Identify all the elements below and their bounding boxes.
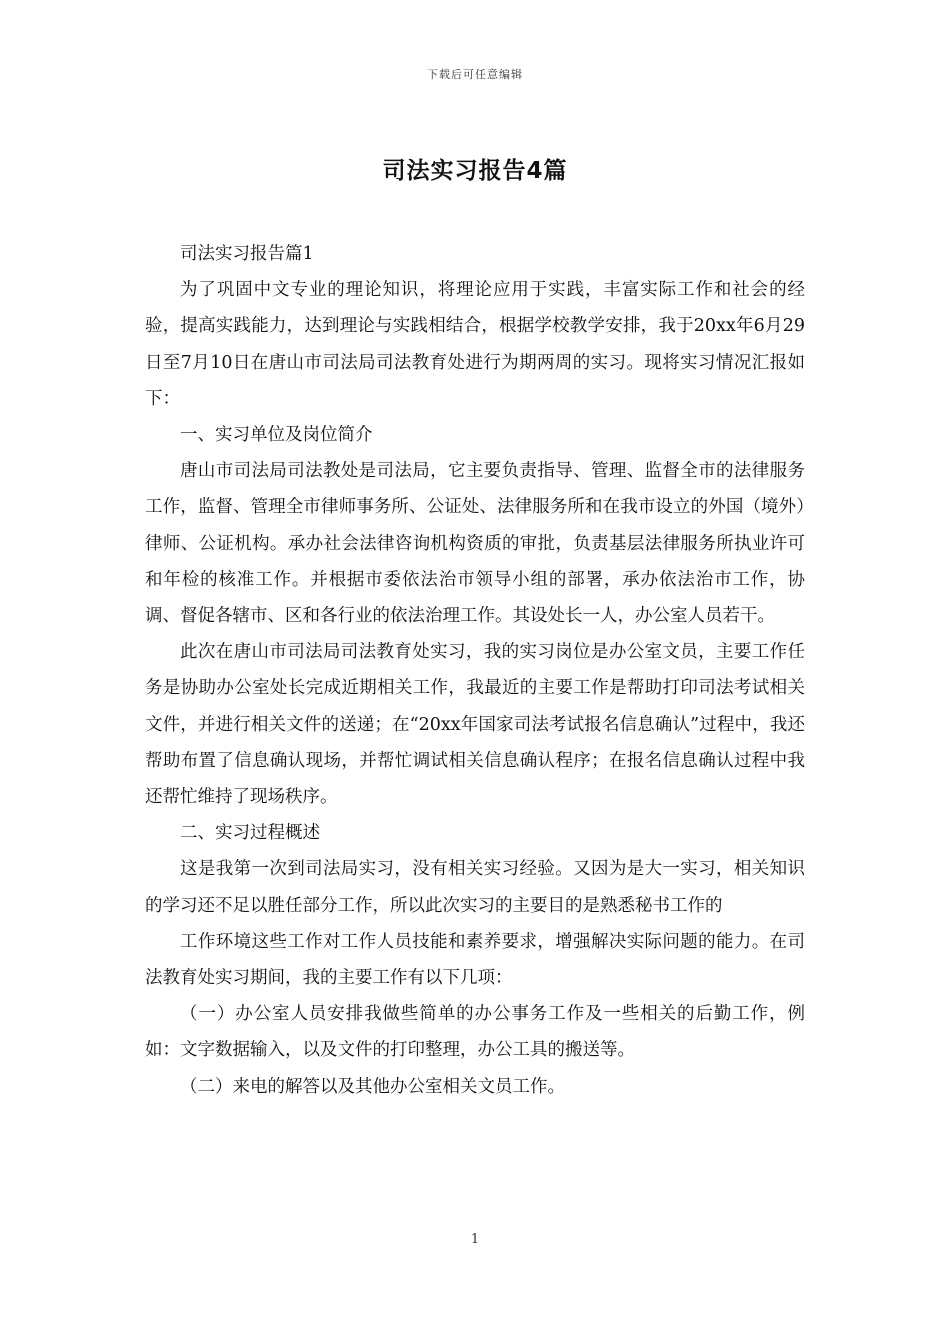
document-body [145,236,805,1105]
body-paragraph: 唐山市司法局司法教处是司法局，它主要负责指导、管理、监督全市的法律服务工作，监督、管理全市律师事务所、公证处、法律服务所和在我市设立的外国（境外）律师、公证机构。承办社会法律咨询机构资质的审批，负责基层法律服务所执业许可和年检的核准工作。并根据市委依法治市领导小组的部署，承办依法治市工作，协调、督促各辖市、区和各行业的依法治理工作。其设处长一人，办公室人员若干。 [145,461,805,627]
list-item-paragraph: （一）办公室人员安排我做些简单的办公事务工作及一些相关的后勤工作，例如：文字数据输入，以及文件的打印整理，办公工具的搬送等。 [145,1004,805,1061]
body-paragraph: 这是我第一次到司法局实习，没有相关实习经验。又因为是大一实习，相关知识的学习还不足以胜任部分工作，所以此次实习的主要目的是熟悉秘书工作的 [145,859,805,916]
section-heading: 二、实习过程概述 [180,823,320,844]
section-heading: 一、实习单位及岗位简介 [180,425,373,446]
body-paragraph: 为了巩固中文专业的理论知识，将理论应用于实践，丰富实际工作和社会的经验，提高实践能力，达到理论与实践相结合，根据学校教学安排，我于20xx年6月29日至7月10日在唐山市司法局司法教育处进行为期两周的实习。现将实习情况汇报如下： [145,280,805,409]
body-paragraph: 工作环境这些工作对工作人员技能和素养要求，增强解决实际问题的能力。在司法教育处实习期间，我的主要工作有以下几项： [145,931,805,989]
page-number: 1 [470,1232,480,1247]
section-heading: 司法实习报告篇1 [180,244,314,264]
header-note: 下载后可任意编辑 [427,68,523,81]
body-paragraph: 此次在唐山市司法局司法教育处实习，我的实习岗位是办公室文员，主要工作任务是协助办公室处长完成近期相关工作，我最近的主要工作是帮助打印司法考试相关文件，并进行相关文件的送递；在“20xx年国家司法考试报名信息确认”过程中，我还帮助布置了信息确认现场，并帮忙调试相关信息确认程序；在报名信息确认过程中我还帮忙维持了现场秩序。 [145,642,805,808]
document-title: 司法实习报告4篇 [382,158,568,184]
list-item-paragraph: （二）来电的解答以及其他办公室相关文员工作。 [180,1076,565,1097]
